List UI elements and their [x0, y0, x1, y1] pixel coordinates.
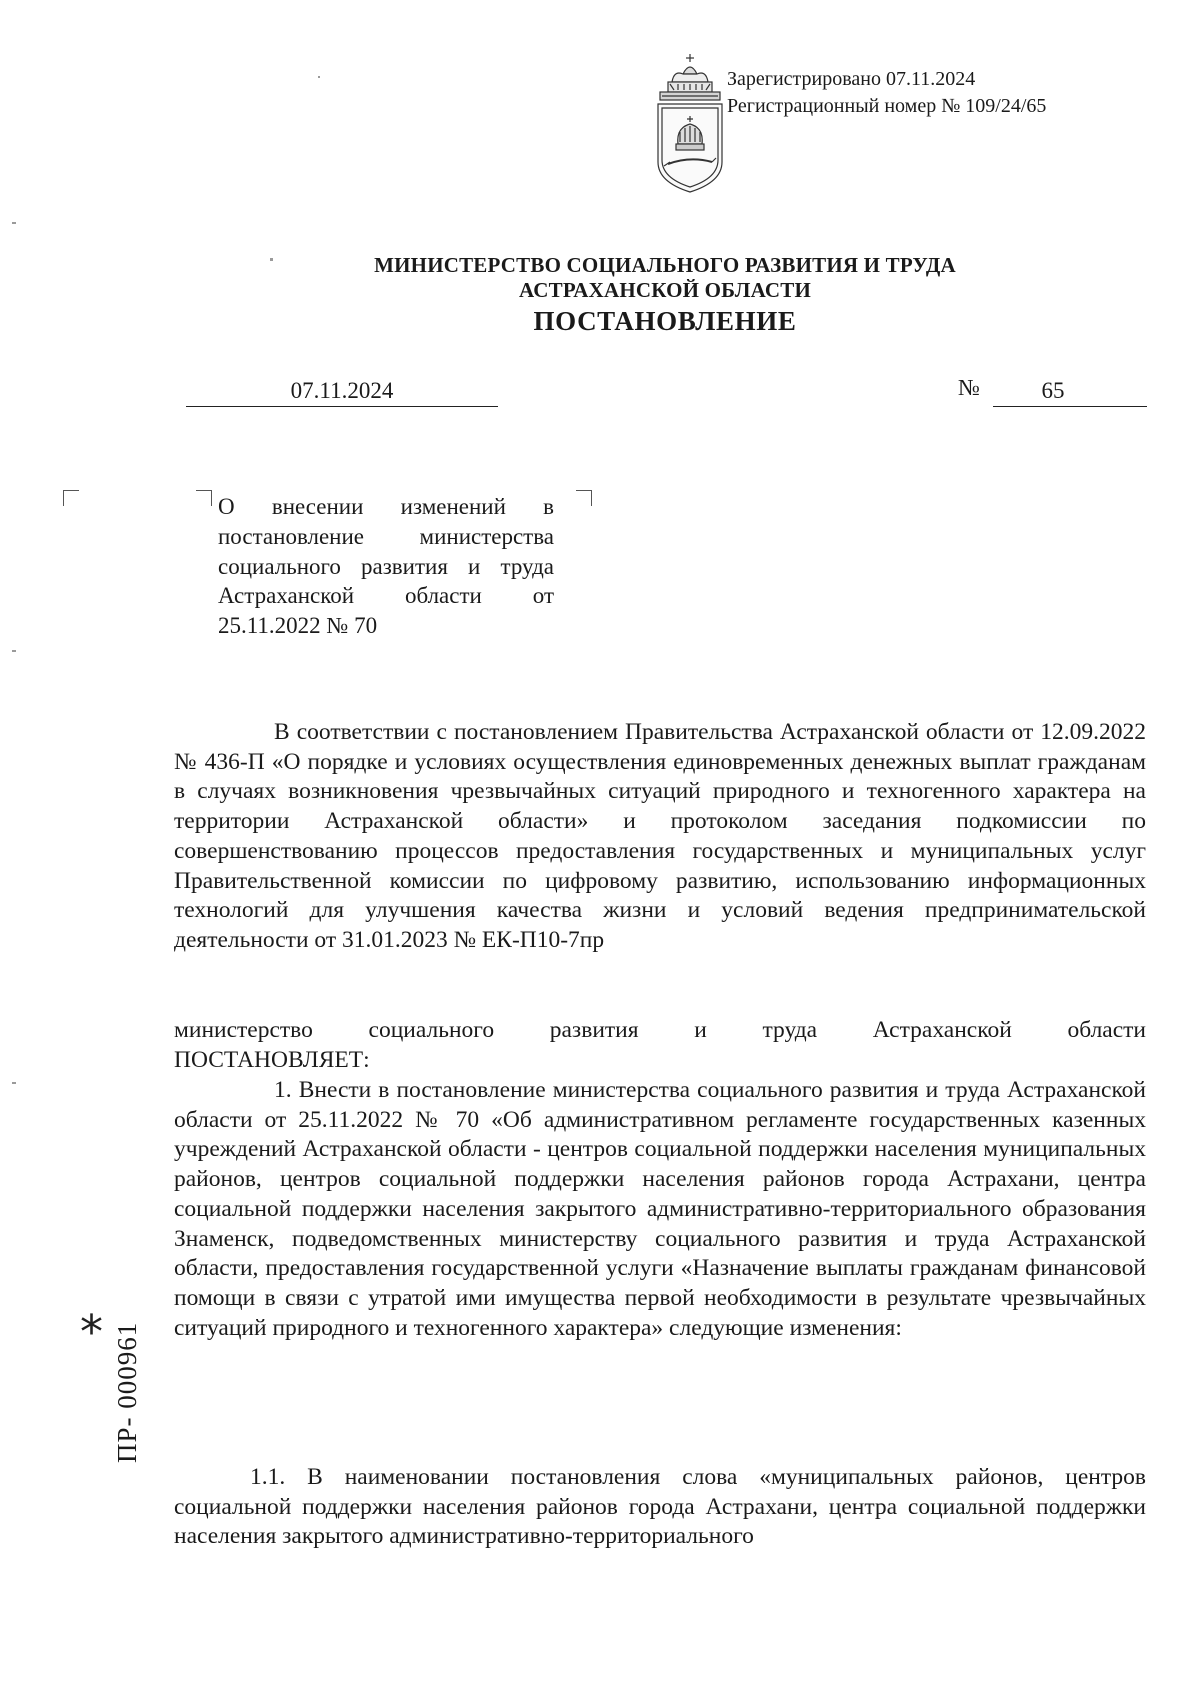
ministry-name-line2: АСТРАХАНСКОЙ ОБЛАСТИ	[518, 278, 812, 302]
decree-word: ПОСТАНОВЛЯЕТ:	[174, 1047, 370, 1073]
document-type: ПОСТАНОВЛЕНИЕ	[533, 306, 797, 336]
scan-speck	[318, 76, 320, 78]
corner-mark-title-right	[576, 490, 592, 506]
margin-asterisk: *	[80, 1305, 103, 1359]
scan-speck	[12, 222, 16, 224]
corner-mark-title-left	[196, 490, 212, 506]
coat-of-arms-icon	[650, 52, 730, 202]
item-1-paragraph: 1. Внести в постановление министерства социального развития и труда Астраханской области от 25.11.2022 № 70 «Об административном регламенте государственных казенных учреждений Астраханской области - центров социальной поддержки населения муниципальных районов, центров социальной поддержки населения районов города Астрахани, центра социальной поддержки населения закрытого административно-территориального образования Знаменск, подведомственных министерству социального развития и труда Астраханской области, предоставления государственной услуги «Назначение выплаты гражданам финансовой помощи в связи с утратой ими имущества первой необходимости в результате чрезвычайных ситуаций природного и техногенного характера» следующие изменения:	[174, 1077, 1146, 1341]
ministry-name-line1: МИНИСТЕРСТВО СОЦИАЛЬНОГО РАЗВИТИЯ И ТРУДА	[374, 253, 956, 277]
scan-speck	[270, 258, 273, 261]
number-label: №	[958, 375, 980, 400]
scan-speck	[12, 650, 16, 652]
document-number: 65	[1041, 378, 1065, 403]
scan-speck	[12, 1082, 16, 1084]
registration-date: Зарегистрировано 07.11.2024	[727, 68, 976, 90]
preamble-paragraph: В соответствии с постановлением Правительства Астраханской области от 12.09.2022 № 436-П «О порядке и условиях осуществления единовременных денежных выплат гражданам в случаях возникновения чрезвычайных ситуаций природного и техногенного характера на территории Астраханской области» и протоколом заседания подкомиссии по совершенствованию процессов предоставления государственных и муниципальных услуг Правительственной комиссии по цифровому развитию, использованию информационных технологий для улучшения качества жизни и условий ведения предпринимательской деятельности от 31.01.2023 № ЕК-П10-7пр	[174, 719, 1146, 953]
ministry-paragraph: министерство социального развития и труда Астраханской области	[174, 1017, 1146, 1043]
margin-code-text: ПР- 000961	[112, 1321, 142, 1463]
registration-number: Регистрационный номер № 109/24/65	[727, 95, 1047, 117]
item-1-1-paragraph: 1.1. В наименовании постановления слова «муниципальных районов, центров социальной поддержки населения районов города Астрахани, центра социальной поддержки населения закрытого административно-территориального	[174, 1464, 1146, 1550]
registration-stamp	[727, 66, 1046, 120]
document-date: 07.11.2024	[290, 378, 394, 403]
corner-mark-left	[63, 490, 79, 506]
number-field	[993, 376, 1147, 407]
document-subject: О внесении изменений в постановление министерства социального развития и труда Астраханской области от 25.11.2022 № 70	[218, 494, 554, 639]
date-field	[186, 376, 498, 407]
